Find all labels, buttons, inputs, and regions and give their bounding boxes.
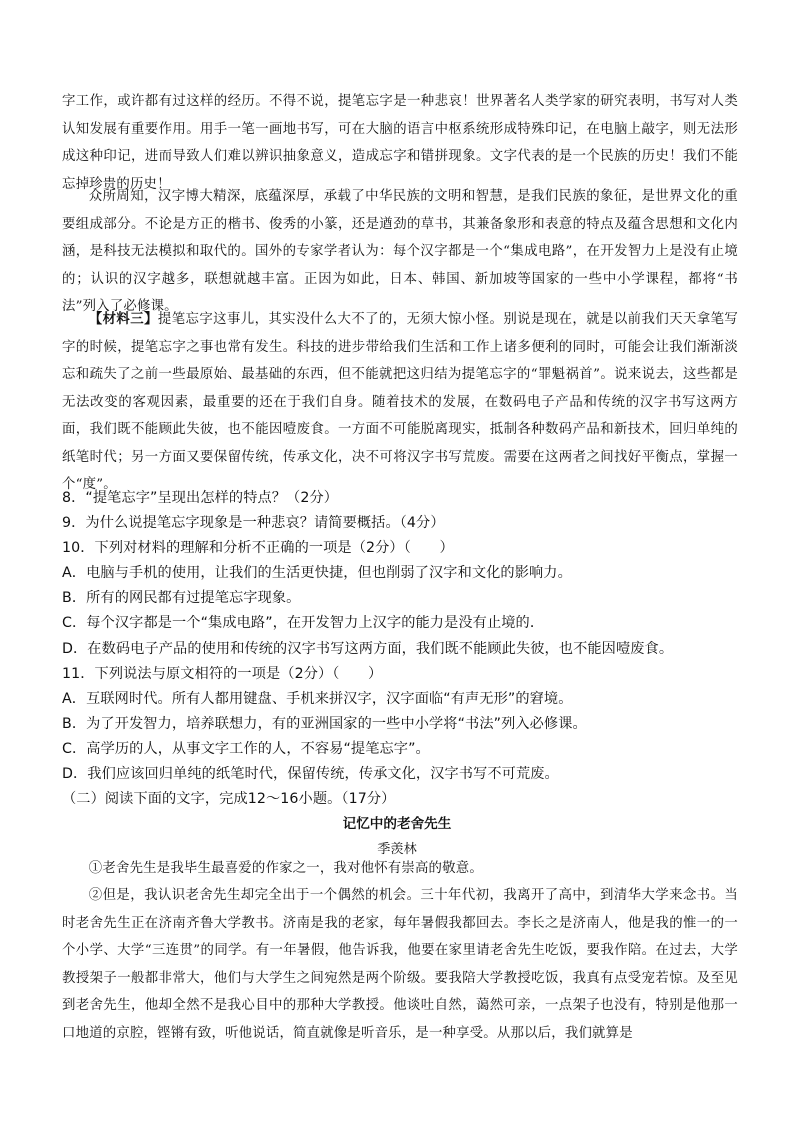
- material-two-paragraph: 众所周知，汉字博大精深，底蕴深厚，承载了中华民族的文明和智慧，是我们民族的象征，是世界文化的重要组成部分。不论是方正的楷书、俊秀的小篆，还是遒劲的草书，其兼备象形和表意的特点及蕴含思想和文化内涵，是科技无法模拟和取代的。国外的专家学者认为：每个汉字都是一个“集成电路”，在开发智力上是没有止境的；认识的汉字越多，联想就越丰富。正因为如此，日本、韩国、新加坡等国家的一些中小学课程，都将“书法”列入了必修课。: [62, 189, 738, 314]
- question-10-option-a: A．电脑与手机的使用，让我们的生活更快捷，但也削弱了汉字和文化的影响力。: [62, 565, 572, 582]
- question-11-option-d: D．我们应该回归单纯的纸笔时代，保留传统，传承文化，汉字书写不可荒废。: [62, 766, 559, 783]
- section-two-heading: （二）阅读下面的文字，完成12～16小题。（17分）: [62, 791, 396, 808]
- question-11-option-a: A．互联网时代。所有人都用键盘、手机来拼汉字，汉字面临“有声无形”的窘境。: [62, 690, 573, 707]
- question-11: 11．下列说法与原文相符的一项是（2分）（ ）: [62, 665, 383, 682]
- article-paragraph-1: ①老舍先生是我毕生最喜爱的作家之一，我对他怀有崇高的敬意。: [88, 861, 483, 876]
- question-10-option-b: B．所有的网民都有过提笔忘字现象。: [62, 590, 301, 607]
- question-10-option-c: C．每个汉字都是一个“集成电路”，在开发智力上汉字的能力是没有止境的．: [62, 615, 545, 632]
- material-three-text: 提笔忘字这事儿，其实没什么大不了的，无须大惊小怪。别说是现在，就是以前我们天天拿笔写字的时候，提笔忘字之事也常有发生。科技的进步带给我们生活和工作上诸多便利的同时，可能会让我们渐渐淡忘和疏失了之前一些最原始、最基础的东西，但不能就把这归结为提笔忘字的“罪魁祸首”。说来说去，这些都是无法改变的客观因素，最重要的还在于我们自身。随着技术的发展，在数码电子产品和传统的汉字书写这两方面，我们既不能顾此失彼，也不能因噎废食。一方面不可能脱离现实，抵制各种数码产品和新技术，回归单纯的纸笔时代；另一方面又要保留传统，传承文化，决不可将汉字书写荒废。需要在这两者之间找好平衡点，掌握一个“度”。: [62, 312, 738, 492]
- questions-list: [62, 486, 738, 812]
- material-two-paragraph-continued: 字工作，或许都有过这样的经历。不得不说，提笔忘字是一种悲哀！世界著名人类学家的研究表明，书写对人类认知发展有重要作用。用手一笔一画地书写，可在大脑的语言中枢系统形成特殊印记，在电脑上敲字，则无法形成这种印记，进而导致人们难以辨识抽象意义，造成忘字和错拼现象。文字代表的是一个民族的历史！我们不能忘掉珍贵的历史！: [62, 94, 738, 192]
- question-11-option-c: C．高学历的人，从事文字工作的人，不容易“提笔忘字”。: [62, 740, 430, 757]
- article-title: 记忆中的老舍先生: [342, 816, 452, 832]
- article-author: 季羡林: [377, 842, 417, 857]
- question-10-option-d: D．在数码电子产品的使用和传统的汉字书写这两方面，我们既不能顾此失彼，也不能因噎废食。: [62, 640, 674, 657]
- article-paragraph-2: ②但是，我认识老舍先生却完全出于一个偶然的机会。三十年代初，我离开了高中，到清华大学来念书。当时老舍先生正在济南齐鲁大学教书。济南是我的老家，每年暑假我都回去。李长之是济南人，他是我的惟一的一个小学、大学“三连贯”的同学。有一年暑假，他告诉我，他要在家里请老舍先生吃饭，要我作陪。在过去，大学教授架子一般都非常大，他们与大学生之间宛然是两个阶级。要我陪大学教授吃饭，我真有点受宠若惊。及至见到老舍先生，他却全然不是我心目中的那种大学教授。他谈吐自然，蔼然可亲，一点架子也没有，特别是他那一口地道的京腔，铿锵有致，听他说话，简直就像是听音乐，是一种享受。从那以后，我们就算是: [62, 888, 738, 1041]
- question-10: 10．下列对材料的理解和分析不正确的一项是（2分）（ ）: [62, 540, 454, 557]
- question-9: 9．为什么说提笔忘字现象是一种悲哀？请简要概括。（4分）: [62, 515, 445, 532]
- question-8: 8．“提笔忘字”呈现出怎样的特点？（2分）: [62, 490, 339, 506]
- question-11-option-b: B．为了开发智力，培养联想力，有的亚洲国家的一些中小学将“书法”列入必修课。: [62, 715, 587, 732]
- material-three-paragraph: [62, 306, 738, 499]
- material-three-label: 【材料三】: [88, 311, 158, 327]
